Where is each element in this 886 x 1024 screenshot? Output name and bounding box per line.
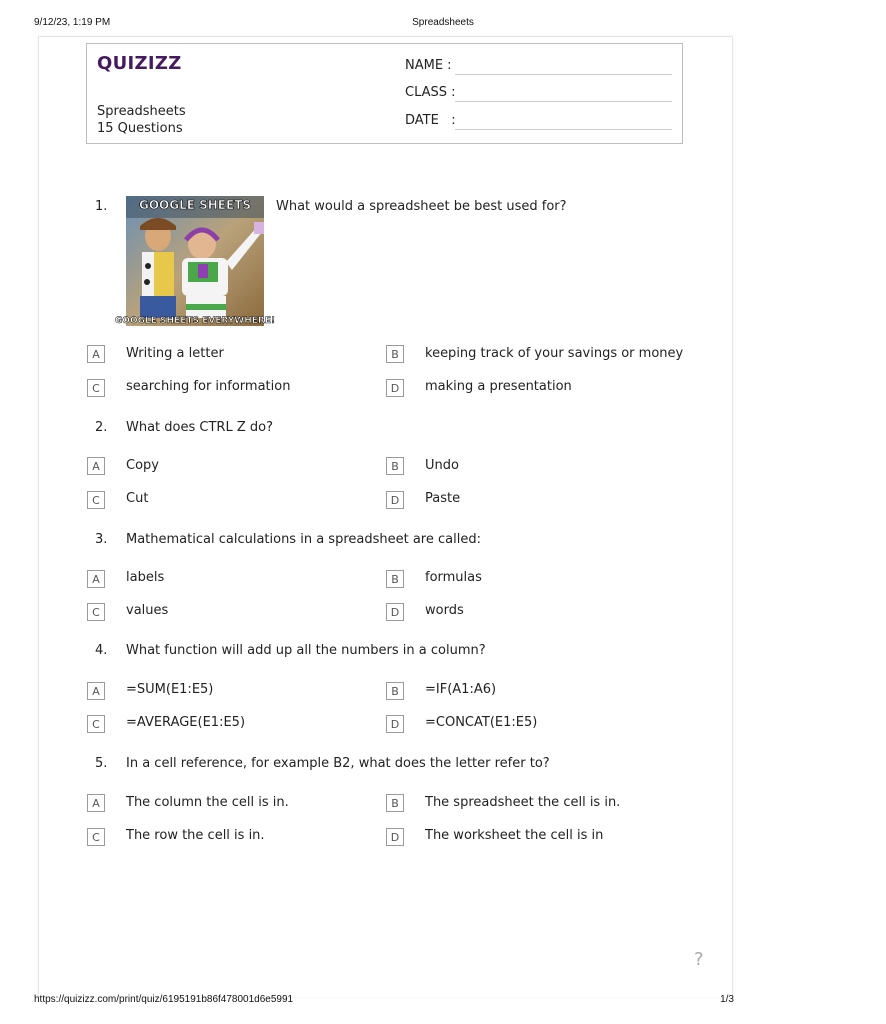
option-b-text[interactable]: keeping track of your savings or money: [425, 346, 684, 361]
class-field[interactable]: [405, 85, 456, 100]
class-line[interactable]: [455, 101, 672, 102]
option-a-box[interactable]: A: [87, 457, 105, 475]
option-a-box[interactable]: A: [87, 682, 105, 700]
option-d-box[interactable]: D: [386, 603, 404, 621]
option-a-text[interactable]: Writing a letter: [126, 346, 224, 361]
option-c-text[interactable]: values: [126, 603, 169, 618]
option-b-box[interactable]: B: [386, 345, 404, 363]
toy-story-meme-image: [114, 196, 276, 326]
question-number: 4.: [95, 643, 108, 658]
quiz-header: [86, 43, 683, 144]
question-number: 5.: [95, 756, 108, 771]
question-mark-icon[interactable]: ?: [694, 949, 704, 970]
option-b-text[interactable]: The spreadsheet the cell is in.: [425, 795, 621, 810]
print-header: [0, 17, 768, 31]
option-d-box[interactable]: D: [386, 379, 404, 397]
question-number: 3.: [95, 532, 108, 547]
option-c-text[interactable]: searching for information: [126, 379, 291, 394]
page-frame: [38, 36, 733, 997]
option-a-text[interactable]: labels: [126, 570, 165, 585]
question-text: What does CTRL Z do?: [126, 420, 273, 435]
option-d-text[interactable]: words: [425, 603, 464, 618]
quiz-title: Spreadsheets: [97, 104, 186, 119]
meme-bottom-text: GOOGLE SHEETS EVERYWHERE!: [114, 316, 276, 326]
option-b-box[interactable]: B: [386, 457, 404, 475]
option-c-box[interactable]: C: [87, 491, 105, 509]
option-d-text[interactable]: Paste: [425, 491, 461, 506]
question-text: In a cell reference, for example B2, what does the letter refer to?: [126, 756, 550, 771]
class-label: CLASS :: [405, 85, 456, 100]
option-a-text[interactable]: Copy: [126, 458, 159, 473]
option-a-box[interactable]: A: [87, 345, 105, 363]
logo-text: QUIZIZZ: [97, 53, 182, 74]
date-line[interactable]: [455, 129, 672, 130]
option-d-box[interactable]: D: [386, 491, 404, 509]
question-text: Mathematical calculations in a spreadsheet are called:: [126, 532, 481, 547]
meme-top-text: GOOGLE SHEETS: [138, 198, 252, 212]
question-text: What function will add up all the numbers in a column?: [126, 643, 486, 658]
option-d-box[interactable]: D: [386, 828, 404, 846]
name-label: NAME :: [405, 58, 452, 73]
question-text: What would a spreadsheet be best used for?: [276, 199, 567, 214]
name-field[interactable]: [405, 58, 452, 73]
quizizz-logo-mark: [97, 52, 182, 74]
option-c-text[interactable]: =AVERAGE(E1:E5): [126, 715, 246, 730]
date-label: DATE :: [405, 113, 456, 128]
page-number: 1/3: [720, 994, 734, 1005]
option-a-text[interactable]: =SUM(E1:E5): [126, 682, 214, 697]
option-d-text[interactable]: The worksheet the cell is in: [425, 828, 604, 843]
name-line[interactable]: [455, 74, 672, 75]
option-c-box[interactable]: C: [87, 603, 105, 621]
option-c-text[interactable]: Cut: [126, 491, 149, 506]
option-c-text[interactable]: The row the cell is in.: [126, 828, 265, 843]
question-number: 1.: [95, 199, 108, 214]
option-b-box[interactable]: B: [386, 794, 404, 812]
option-c-box[interactable]: C: [87, 828, 105, 846]
option-c-box[interactable]: C: [87, 715, 105, 733]
print-url: https://quizizz.com/print/quiz/6195191b86f478001d6e5991: [34, 994, 294, 1005]
option-d-text[interactable]: =CONCAT(E1:E5): [425, 715, 538, 730]
print-datetime: 9/12/23, 1:19 PM: [34, 17, 111, 28]
option-b-box[interactable]: B: [386, 570, 404, 588]
option-b-box[interactable]: B: [386, 682, 404, 700]
option-b-text[interactable]: formulas: [425, 570, 482, 585]
option-a-text[interactable]: The column the cell is in.: [126, 795, 289, 810]
option-b-text[interactable]: Undo: [425, 458, 459, 473]
date-field[interactable]: [405, 113, 456, 128]
option-a-box[interactable]: A: [87, 794, 105, 812]
option-c-box[interactable]: C: [87, 379, 105, 397]
print-title: Spreadsheets: [412, 17, 474, 28]
option-d-box[interactable]: D: [386, 715, 404, 733]
question-number: 2.: [95, 420, 108, 435]
option-a-box[interactable]: A: [87, 570, 105, 588]
quizizz-logo: [97, 52, 182, 79]
option-b-text[interactable]: =IF(A1:A6): [425, 682, 497, 697]
option-d-text[interactable]: making a presentation: [425, 379, 572, 394]
question-count: 15 Questions: [97, 121, 183, 136]
